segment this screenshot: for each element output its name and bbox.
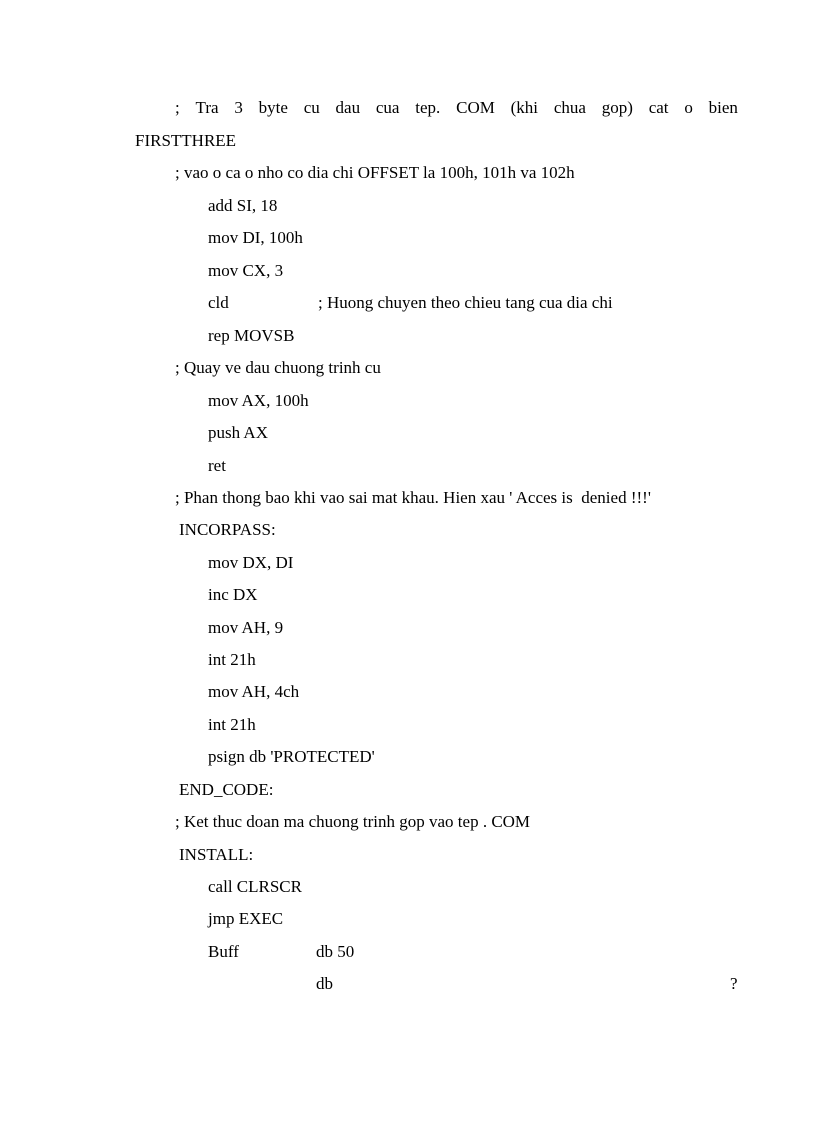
buff-definition: db 50 [316, 942, 355, 961]
label-end-code: END_CODE: [179, 780, 274, 799]
code-line: call CLRSCR [208, 877, 302, 896]
word: cu [303, 98, 320, 117]
buff-name: Buff [208, 942, 239, 961]
word: COM [456, 98, 495, 117]
word: cua [375, 98, 400, 117]
word: ; [175, 98, 180, 117]
label-install: INSTALL: [179, 845, 254, 864]
code-line: inc DX [208, 585, 258, 604]
comment-first-three [175, 98, 738, 118]
code-line: push AX [208, 423, 268, 442]
word: gop) [601, 98, 633, 117]
code-line: add SI, 18 [208, 196, 278, 215]
db-value: ? [730, 974, 738, 993]
comment-return: ; Quay ve dau chuong trinh cu [175, 358, 381, 377]
word: dau [335, 98, 361, 117]
db-instruction: db [316, 974, 333, 993]
code-line: ret [208, 456, 226, 475]
code-line: psign db 'PROTECTED' [208, 747, 375, 766]
label-incorpass: INCORPASS: [179, 520, 276, 539]
word: Tra [195, 98, 219, 117]
word: byte [258, 98, 288, 117]
code-line: mov AX, 100h [208, 391, 309, 410]
word: (khi [510, 98, 539, 117]
comment-first-three-continued: FIRSTTHREE [135, 131, 237, 150]
code-line: mov AH, 4ch [208, 682, 300, 701]
word: bien [708, 98, 738, 117]
code-line: mov CX, 3 [208, 261, 284, 280]
comment-wrong-password: ; Phan thong bao khi vao sai mat khau. Hien xau ' Acces is denied !!!' [175, 488, 651, 507]
word: tep. [415, 98, 441, 117]
code-line: jmp EXEC [208, 909, 284, 928]
comment-offset: ; vao o ca o nho co dia chi OFFSET la 100h, 101h va 102h [175, 163, 575, 182]
code-line: int 21h [208, 715, 256, 734]
code-line-cld: cld [208, 293, 229, 312]
code-line: mov DX, DI [208, 553, 294, 572]
code-line: rep MOVSB [208, 326, 295, 345]
word: o [684, 98, 693, 117]
word: 3 [234, 98, 243, 117]
code-line: mov DI, 100h [208, 228, 303, 247]
word: chua [553, 98, 586, 117]
comment-direction: ; Huong chuyen theo chieu tang cua dia chi [318, 293, 613, 312]
word: cat [648, 98, 669, 117]
code-line: mov AH, 9 [208, 618, 284, 637]
code-line: int 21h [208, 650, 256, 669]
comment-end: ; Ket thuc doan ma chuong trinh gop vao tep . COM [175, 812, 531, 831]
